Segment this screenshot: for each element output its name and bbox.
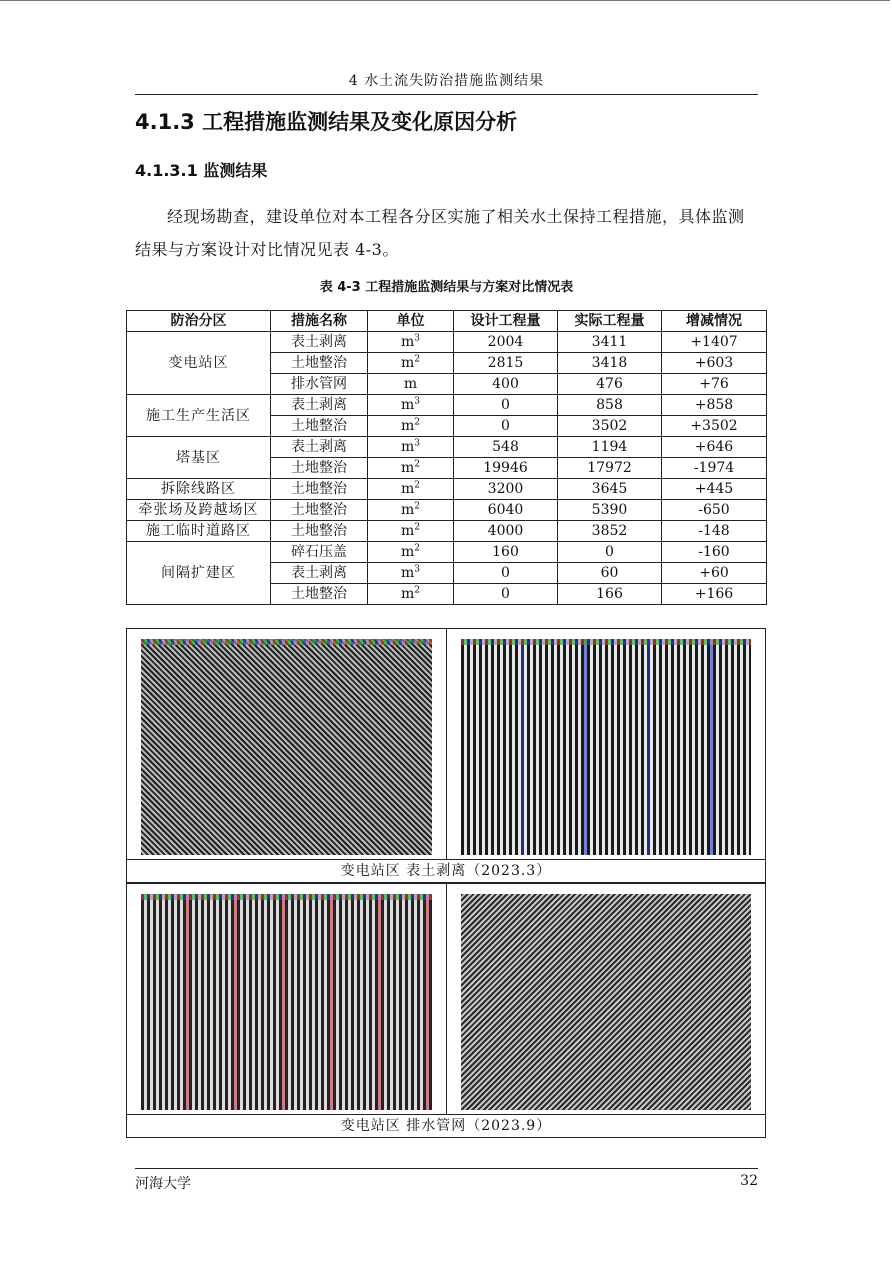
measure-cell: 土地整治 (271, 521, 368, 542)
actual-cell: 60 (558, 563, 662, 584)
design-cell: 548 (454, 437, 558, 458)
site-photo-drainage-1 (141, 894, 432, 1110)
measure-cell: 土地整治 (271, 353, 368, 374)
col-header-unit: 单位 (368, 311, 454, 332)
table-row (127, 542, 767, 563)
table-row (127, 521, 767, 542)
photo-caption-1: 变电站区 表土剥离（2023.3） (126, 859, 766, 883)
zone-cell: 施工生产生活区 (127, 395, 271, 437)
change-cell: +445 (662, 479, 767, 500)
design-cell: 160 (454, 542, 558, 563)
change-cell: +646 (662, 437, 767, 458)
actual-cell: 1194 (558, 437, 662, 458)
table-caption: 表 4-3 工程措施监测结果与方案对比情况表 (319, 280, 574, 295)
col-header-measure: 措施名称 (271, 311, 368, 332)
design-cell: 0 (454, 563, 558, 584)
subsection-heading: 4.1.3.1 监测结果 (135, 161, 268, 180)
change-cell: -650 (662, 500, 767, 521)
site-photo-drainage-2 (461, 894, 752, 1110)
unit-cell: $m^2$ (368, 584, 454, 605)
measure-cell: 碎石压盖 (271, 542, 368, 563)
table-row (127, 479, 767, 500)
zone-cell: 牵张场及跨越场区 (127, 500, 271, 521)
photo-cell (127, 884, 446, 1114)
unit-cell: $m^3$ (368, 563, 454, 584)
change-cell: +858 (662, 395, 767, 416)
zone-cell: 塔基区 (127, 437, 271, 479)
section-heading: 4.1.3 工程措施监测结果及变化原因分析 (135, 110, 518, 134)
running-header: 4 水土流失防治措施监测结果 (135, 70, 758, 95)
measure-cell: 表土剥离 (271, 395, 368, 416)
photo-row-1 (126, 628, 766, 859)
table-row (127, 500, 767, 521)
change-cell: +60 (662, 563, 767, 584)
unit-cell: $m^3$ (368, 332, 454, 353)
measure-cell: 土地整治 (271, 458, 368, 479)
unit-cell: $m^2$ (368, 500, 454, 521)
design-cell: 4000 (454, 521, 558, 542)
table-row (127, 437, 767, 458)
measures-table (126, 310, 767, 605)
design-cell: 400 (454, 374, 558, 395)
table-row (127, 395, 767, 416)
actual-cell: 3502 (558, 416, 662, 437)
actual-cell: 3852 (558, 521, 662, 542)
zone-cell: 拆除线路区 (127, 479, 271, 500)
change-cell: +1407 (662, 332, 767, 353)
design-cell: 2815 (454, 353, 558, 374)
design-cell: 0 (454, 584, 558, 605)
design-cell: 0 (454, 416, 558, 437)
measure-cell: 土地整治 (271, 584, 368, 605)
actual-cell: 858 (558, 395, 662, 416)
measure-cell: 土地整治 (271, 500, 368, 521)
actual-cell: 476 (558, 374, 662, 395)
actual-cell: 3411 (558, 332, 662, 353)
zone-cell: 施工临时道路区 (127, 521, 271, 542)
col-header-actual: 实际工程量 (558, 311, 662, 332)
actual-cell: 3645 (558, 479, 662, 500)
unit-cell: m (368, 374, 454, 395)
change-cell: +603 (662, 353, 767, 374)
unit-cell: $m^2$ (368, 542, 454, 563)
unit-cell: $m^2$ (368, 353, 454, 374)
measure-cell: 表土剥离 (271, 332, 368, 353)
actual-cell: 166 (558, 584, 662, 605)
measure-cell: 土地整治 (271, 479, 368, 500)
unit-cell: $m^2$ (368, 458, 454, 479)
col-header-change: 增减情况 (662, 311, 767, 332)
change-cell: +166 (662, 584, 767, 605)
unit-cell: $m^3$ (368, 437, 454, 458)
col-header-zone: 防治分区 (127, 311, 271, 332)
page-number: 32 (740, 1173, 758, 1189)
actual-cell: 3418 (558, 353, 662, 374)
photo-grid (126, 628, 766, 1138)
unit-cell: $m^2$ (368, 479, 454, 500)
design-cell: 3200 (454, 479, 558, 500)
measure-cell: 排水管网 (271, 374, 368, 395)
page-top-edge (0, 0, 890, 1)
body-paragraph: 经现场勘查，建设单位对本工程各分区实施了相关水土保持工程措施，具体监测结果与方案设计对比情况见表 4-3。 (135, 207, 745, 259)
unit-cell: $m^3$ (368, 395, 454, 416)
actual-cell: 17972 (558, 458, 662, 479)
change-cell: +3502 (662, 416, 767, 437)
design-cell: 19946 (454, 458, 558, 479)
unit-cell: $m^2$ (368, 416, 454, 437)
photo-caption-2: 变电站区 排水管网（2023.9） (126, 1114, 766, 1138)
unit-cell: $m^2$ (368, 521, 454, 542)
zone-cell: 变电站区 (127, 332, 271, 395)
footer-institution: 河海大学 (135, 1176, 191, 1192)
site-photo-topsoil-1 (141, 639, 432, 855)
change-cell: -160 (662, 542, 767, 563)
change-cell: +76 (662, 374, 767, 395)
zone-cell: 间隔扩建区 (127, 542, 271, 605)
photo-row-2 (126, 883, 766, 1114)
design-cell: 2004 (454, 332, 558, 353)
measure-cell: 表土剥离 (271, 437, 368, 458)
photo-cell (446, 629, 766, 859)
table-header-row (127, 311, 767, 332)
measure-cell: 表土剥离 (271, 563, 368, 584)
footer-rule (135, 1168, 758, 1169)
table-row (127, 332, 767, 353)
actual-cell: 0 (558, 542, 662, 563)
measure-cell: 土地整治 (271, 416, 368, 437)
change-cell: -1974 (662, 458, 767, 479)
site-photo-topsoil-2 (461, 639, 752, 855)
photo-cell (446, 884, 766, 1114)
col-header-design: 设计工程量 (454, 311, 558, 332)
actual-cell: 5390 (558, 500, 662, 521)
photo-cell (127, 629, 446, 859)
design-cell: 0 (454, 395, 558, 416)
design-cell: 6040 (454, 500, 558, 521)
change-cell: -148 (662, 521, 767, 542)
